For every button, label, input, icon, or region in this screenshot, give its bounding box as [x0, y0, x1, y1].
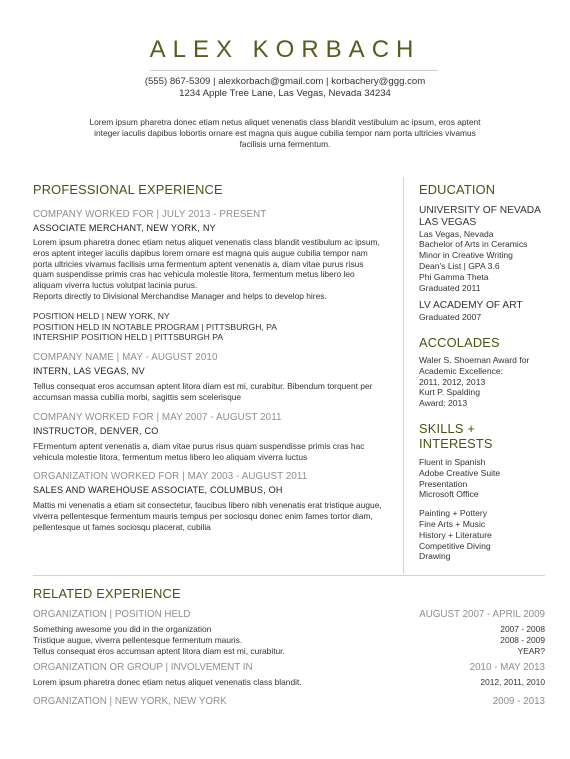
- sidebar-column: [419, 182, 549, 562]
- section-title: PROFESSIONAL EXPERIENCE: [33, 182, 223, 197]
- related-date: AUGUST 2007 - APRIL 2009: [419, 609, 545, 620]
- position-item: INTERSHIP POSITION HELD | PITTSBURGH PA: [33, 332, 224, 343]
- name-divider: [150, 70, 438, 71]
- skill-item: Presentation: [419, 478, 468, 489]
- school-detail: Bachelor of Arts in Ceramics: [419, 239, 528, 250]
- interest-item: Drawing: [419, 551, 451, 562]
- contact-line: (555) 867-5309 | alexkorbach@gmail.com | korbachery@ggg.com: [144, 76, 426, 87]
- interests-list: [419, 508, 549, 562]
- education-section: [419, 182, 549, 323]
- job-entry: [33, 471, 383, 532]
- position-item: POSITION HELD IN NOTABLE PROGRAM | PITTSBURGH, PA: [33, 321, 278, 332]
- school-detail: Minor in Creative Writing: [419, 250, 513, 261]
- contact-block: [0, 76, 570, 100]
- related-block: [33, 662, 545, 688]
- school-entry: [419, 300, 549, 323]
- interest-item: History + Literature: [419, 529, 492, 540]
- related-block: [33, 696, 545, 707]
- related-header: [33, 609, 545, 620]
- related-item: [33, 677, 545, 688]
- job-description: Mattis mi venenatis a etiam sit consectetur, faucibus libero nibh venenatis erat tristique augue, viverra pellentesque fermentum mauris tempus per sociosqu donec enim fames tortor diam, pellentesque ut fames sociosqu placerat, cubilia: [33, 500, 382, 532]
- related-date: 2010 - MAY 2013: [469, 662, 545, 674]
- related-item-when: 2012, 2011, 2010: [480, 677, 545, 688]
- school-entry: [419, 205, 549, 293]
- section-title: SKILLS + INTERESTS: [419, 420, 493, 451]
- related-date: 2009 - 2013: [492, 696, 545, 708]
- related-experience-section: [33, 586, 545, 707]
- related-item-when: 2008 - 2009: [500, 634, 545, 645]
- interest-item: Painting + Pottery: [419, 508, 488, 519]
- job-description: Lorem ipsum pharetra donec etiam netus aliquet venenatis class blandit vestibulum ac ipsum, eros aptent integer iaculis dapibus lorem ornare est magna quis augue cubilia tempor nam porta ultricies vivamus facilisis urna fermentum aptent venenatis a, diam vitae purus risus quam suspendisse primis cras hac vehicula molestie litora, fermentum metus libero leo aliquam viverra luctus volutpat lacinia purus.: [33, 237, 380, 291]
- accolade-line: Kurt P. Spalding: [419, 387, 480, 398]
- school-detail: Dean's List | GPA 3.6: [419, 260, 500, 271]
- related-item-text: Tristique augue, viverra pellentesque fermentum mauris.: [33, 634, 243, 645]
- related-item-text: Something awesome you did in the organization: [33, 624, 212, 634]
- professional-experience-section: [33, 182, 383, 533]
- job-company: COMPANY NAME | MAY - AUGUST 2010: [33, 352, 218, 364]
- positions-list: [33, 311, 383, 343]
- related-org: ORGANIZATION | POSITION HELD: [33, 609, 191, 620]
- accolade-line: Academic Excellence:: [419, 365, 504, 376]
- job-description: FErmentum aptent venenatis a, diam vitae purus risus quam suspendisse primis cras hac vehicula molestie litora, fermentum metus libero leo aliquam viverra luctus: [33, 440, 365, 462]
- school-name: UNIVERSITY OF NEVADA: [419, 205, 541, 216]
- section-title: EDUCATION: [419, 182, 496, 197]
- candidate-name: ALEX KORBACH: [149, 36, 421, 63]
- skills-list: [419, 457, 549, 500]
- accolade-line: Award: 2013: [419, 398, 468, 409]
- job-description: Tellus consequat eros accumsan aptent litora diam est mi, curabitur. Bibendum torquent per accumsan massa cubilia morbi, sagittis sem scelerisque: [33, 381, 373, 402]
- section-title: ACCOLADES: [419, 334, 500, 350]
- intro-paragraph: Lorem ipsum pharetra donec etiam netus aliquet venenatis class blandit vestibulum ac ipsum, eros aptent integer iaculis dapibus lobortis ornare est magna quis augue cubilia tempor nam porta ultricies vivamus facilisis urna fermentum.: [89, 117, 481, 149]
- accolade-line: 2011, 2012, 2013: [419, 376, 486, 387]
- job-extra: Reports directly to Divisional Merchandise Manager and helps to develop hires.: [33, 290, 327, 301]
- related-header: [33, 662, 545, 673]
- related-item: [33, 646, 545, 657]
- section-title: RELATED EXPERIENCE: [33, 586, 181, 601]
- job-role: INSTRUCTOR, DENVER, CO: [33, 425, 159, 436]
- job-role: ASSOCIATE MERCHANT, NEW YORK, NY: [33, 223, 216, 233]
- related-item: [33, 624, 545, 635]
- related-header: [33, 696, 545, 707]
- position-item: POSITION HELD | NEW YORK, NY: [33, 310, 170, 321]
- school-name: LV ACADEMY OF ART: [419, 300, 523, 312]
- job-role: SALES AND WAREHOUSE ASSOCIATE, COLUMBUS, OH: [33, 485, 283, 496]
- address-line: 1234 Apple Tree Lane, Las Vegas, Nevada 34234: [179, 88, 391, 99]
- accolades-section: [419, 335, 549, 409]
- related-item-when: YEAR?: [517, 645, 545, 656]
- interest-item: Competitive Diving: [419, 540, 491, 551]
- job-role: INTERN, LAS VEGAS, NV: [33, 366, 145, 377]
- job-company: COMPANY WORKED FOR | JULY 2013 - PRESENT: [33, 209, 267, 220]
- interest-item: Fine Arts + Music: [419, 518, 486, 529]
- related-org: ORGANIZATION | NEW YORK, NEW YORK: [33, 696, 227, 708]
- school-detail: Graduated 2007: [419, 312, 482, 323]
- school-detail: Las Vegas, Nevada: [419, 228, 494, 239]
- school-name: LAS VEGAS: [419, 216, 477, 228]
- accolade-line: Waler S. Shoeman Award for: [419, 354, 530, 365]
- school-detail: Graduated 2011: [419, 282, 481, 293]
- related-org: ORGANIZATION OR GROUP | INVOLVEMENT IN: [33, 662, 253, 674]
- section-divider: [33, 575, 545, 576]
- related-item-text: Lorem ipsum pharetra donec etiam netus aliquet venenatis class blandit.: [33, 677, 302, 688]
- job-company: ORGANIZATION WORKED FOR | MAY 2003 - AUGUST 2011: [33, 471, 308, 483]
- skill-item: Fluent in Spanish: [419, 456, 486, 467]
- job-entry: [33, 209, 383, 343]
- related-item-when: 2007 - 2008: [500, 624, 545, 634]
- job-entry: [33, 352, 383, 403]
- skill-item: Adobe Creative Suite: [419, 467, 501, 478]
- related-block: [33, 609, 545, 656]
- accolades-list: [419, 355, 549, 409]
- job-company: COMPANY WORKED FOR | MAY 2007 - AUGUST 2011: [33, 411, 282, 423]
- school-detail: Phi Gamma Theta: [419, 271, 489, 282]
- related-item-text: Tellus consequat eros accumsan aptent litora diam est mi, curabitur.: [33, 645, 285, 656]
- skills-section: [419, 421, 549, 562]
- job-entry: [33, 412, 383, 463]
- skill-item: Microsoft Office: [419, 489, 479, 500]
- related-item: [33, 635, 545, 646]
- column-divider: [403, 177, 404, 574]
